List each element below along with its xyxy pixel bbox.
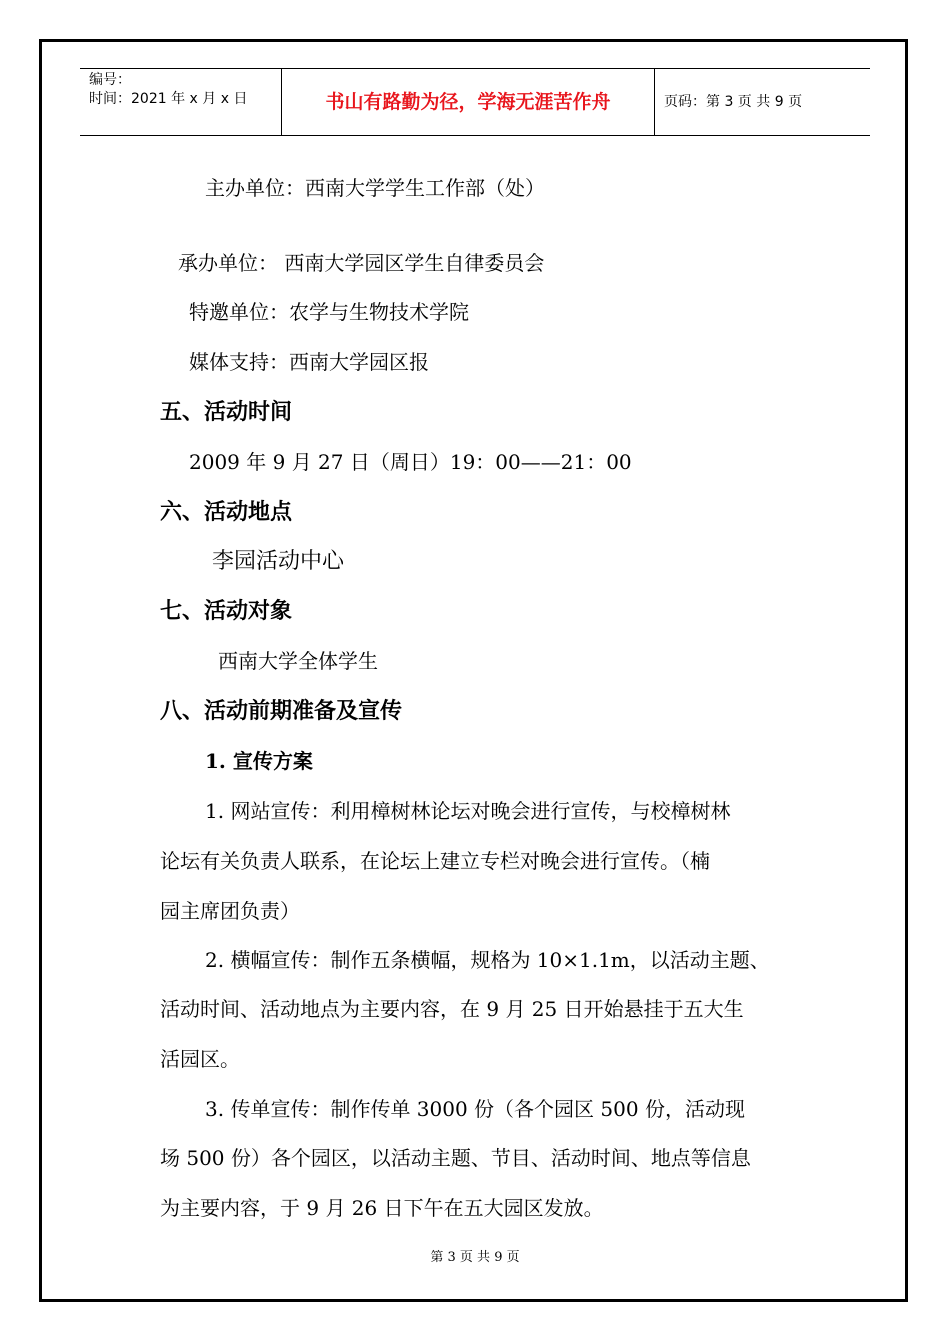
event-location-text: 李园活动中心: [212, 549, 345, 574]
section-heading-preparation: 八、活动前期准备及宣传: [160, 699, 403, 724]
subheading-publicity-plan: 1. 宣传方案: [205, 749, 313, 773]
section-heading-location: 六、活动地点: [160, 500, 293, 525]
co-organizer-line: 承办单位： 西南大学园区学生自律委员会: [178, 251, 545, 275]
paragraph-1-line-3: 园主席团负责）: [160, 899, 300, 923]
page-footer: 第 3 页 共 9 页: [430, 1250, 520, 1265]
page-header: [80, 68, 870, 136]
paragraph-1-line-2: 论坛有关负责人联系，在论坛上建立专栏对晚会进行宣传。（楠: [160, 849, 710, 873]
section-heading-time: 五、活动时间: [160, 400, 293, 425]
header-meta: [80, 69, 282, 135]
paragraph-3-line-1: 3. 传单宣传：制作传单 3000 份（各个园区 500 份，活动现: [205, 1097, 745, 1121]
paragraph-1-line-1: 1. 网站宣传：利用樟树林论坛对晚会进行宣传，与校樟树林: [205, 799, 731, 823]
media-line: 媒体支持：西南大学园区报: [189, 350, 429, 374]
paragraph-2-line-1: 2. 横幅宣传：制作五条横幅，规格为 10×1.1m，以活动主题、: [205, 948, 770, 972]
paragraph-2-line-2: 活动时间、活动地点为主要内容，在 9 月 25 日开始悬挂于五大生: [160, 997, 744, 1021]
organizer-line: 主办单位：西南大学学生工作部（处）: [205, 176, 545, 200]
event-audience-text: 西南大学全体学生: [218, 649, 378, 673]
section-heading-audience: 七、活动对象: [160, 599, 293, 624]
time-label: 时间：2021 年 x 月 x 日: [89, 91, 248, 107]
header-motto: 书山有路勤为径，学海无涯苦作舟: [282, 69, 655, 135]
header-page-info: 页码：第 3 页 共 9 页: [664, 94, 803, 110]
special-guest-line: 特邀单位：农学与生物技术学院: [189, 300, 469, 324]
event-time-text: 2009 年 9 月 27 日（周日）19：00——21：00: [189, 450, 632, 474]
paragraph-2-line-3: 活园区。: [160, 1047, 240, 1071]
number-label: 编号：: [89, 72, 131, 88]
paragraph-3-line-3: 为主要内容，于 9 月 26 日下午在五大园区发放。: [160, 1196, 604, 1220]
paragraph-3-line-2: 场 500 份）各个园区，以活动主题、节目、活动时间、地点等信息: [160, 1146, 751, 1170]
